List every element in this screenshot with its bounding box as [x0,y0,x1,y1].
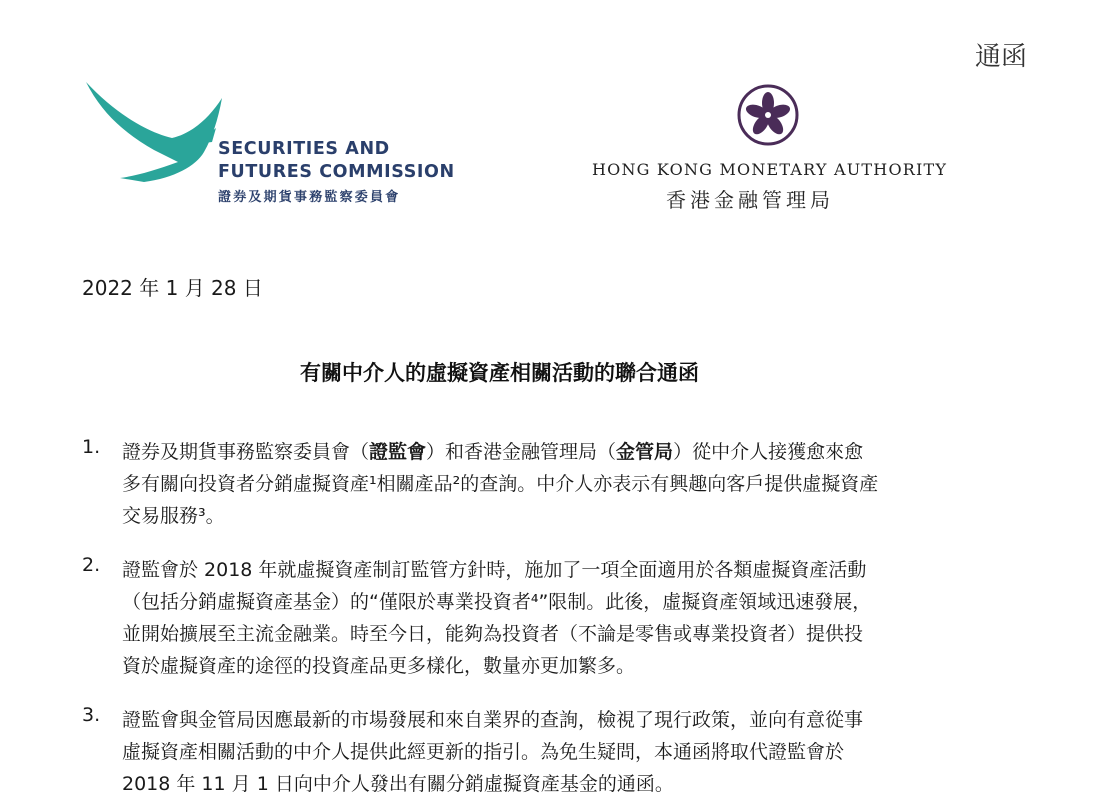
paragraph-line: 虛擬資產相關活動的中介人提供此經更新的指引。為免生疑問，本通函將取代證監會於 [122,741,845,763]
document-type-label: 通函 [975,42,1028,72]
paragraph-line: 交易服務³。 [122,505,225,527]
sfc-abbreviation: 證監會 [369,441,427,463]
paragraph-line: 2018 年 11 月 1 日向中介人發出有關分銷虛擬資產基金的通函。 [122,773,674,795]
text-run: 證券及期貨事務監察委員會（ [122,441,370,463]
paragraph-line: 多有關向投資者分銷虛擬資產¹相關產品²的查詢。中介人亦表示有興趣向客戶提供虛擬資產 [122,473,879,495]
sfc-name-line-1: SECURITIES AND [218,139,390,159]
sfc-name-line-2: FUTURES COMMISSION [218,162,455,182]
paragraph-body [122,554,1062,682]
hkma-name-chinese: 香港金融管理局 [666,188,834,212]
paragraph-line: 資於虛擬資產的途徑的投資產品更多樣化，數量亦更加繁多。 [122,655,636,677]
document-title: 有關中介人的虛擬資產相關活動的聯合通函 [300,361,699,385]
paragraph-number: 3. [82,704,101,726]
hkma-name-english: HONG KONG MONETARY AUTHORITY [592,160,948,179]
text-run: ）和香港金融管理局（ [426,441,617,463]
paragraph-line: 證監會於 2018 年就虛擬資產制訂監管方針時，施加了一項全面適用於各類虛擬資產活動 [122,559,867,581]
sfc-wordmark [218,138,455,205]
paragraph-body [122,436,1062,532]
hkma-bauhinia-emblem [737,84,799,146]
paragraph-line: （包括分銷虛擬資產基金）的“僅限於專業投資者⁴”限制。此後，虛擬資產領域迅速發展， [122,591,872,613]
hkma-abbreviation: 金管局 [616,441,674,463]
paragraph-line: 證監會與金管局因應最新的市場發展和來自業界的查詢，檢視了現行政策，並向有意從事 [122,709,864,731]
paragraph-line [122,436,1062,468]
text-run: ）從中介人接獲愈來愈 [673,441,864,463]
paragraph-number: 1. [82,436,101,458]
sfc-name-chinese: 證券及期貨事務監察委員會 [218,190,401,205]
document-date: 2022 年 1 月 28 日 [82,276,263,300]
sfc-eagle-logo [84,80,229,182]
paragraph-line: 並開始擴展至主流金融業。時至今日，能夠為投資者（不論是零售或專業投資者）提供投 [122,623,864,645]
paragraph-body [122,704,1062,800]
paragraph-number: 2. [82,554,101,576]
